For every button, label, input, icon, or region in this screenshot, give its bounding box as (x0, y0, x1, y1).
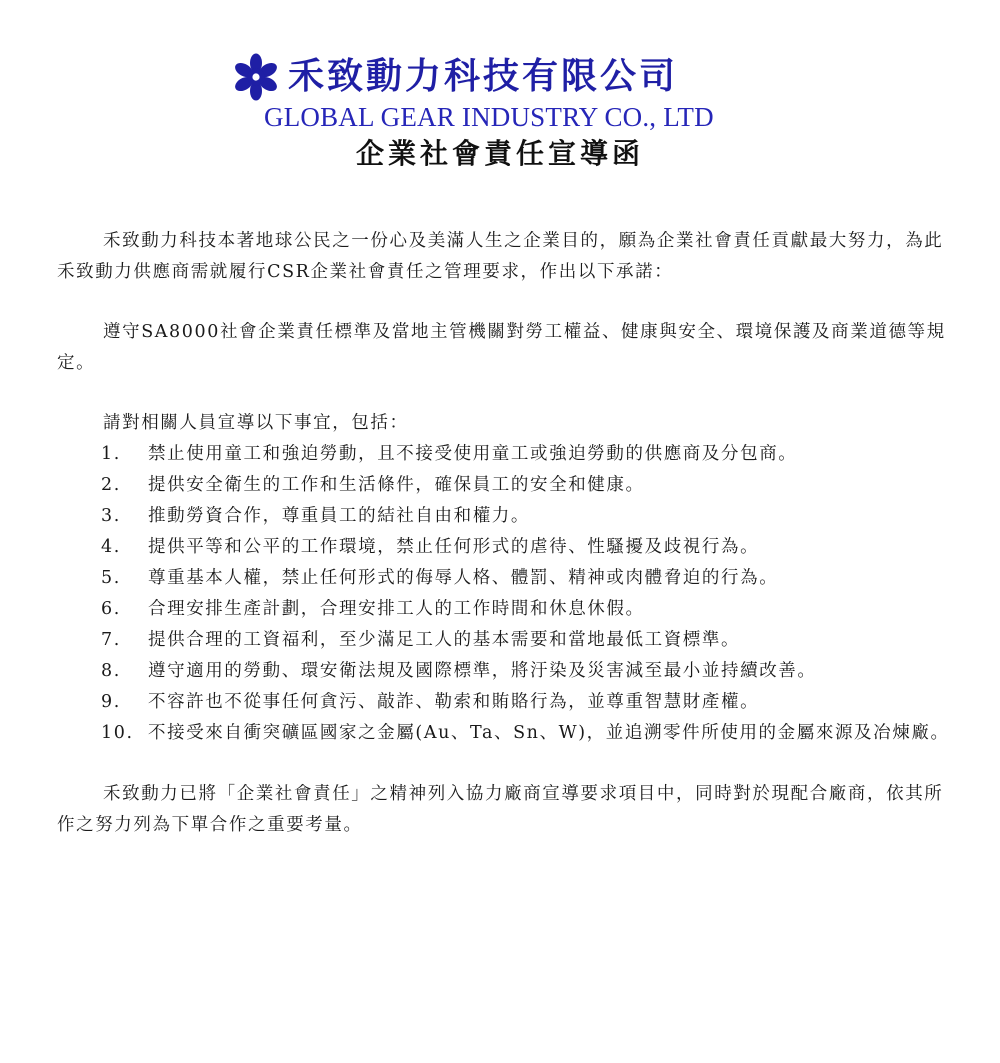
logo-row (232, 52, 678, 102)
item-text: 提供合理的工資福利，至少滿足工人的基本需要和當地最低工資標準。 (148, 630, 741, 650)
item-text: 提供平等和公平的工作環境，禁止任何形式的虐待、性騷擾及歧視行為。 (148, 537, 760, 557)
letter-body (57, 226, 957, 841)
list-item (57, 470, 957, 501)
company-name-en: GLOBAL GEAR INDUSTRY CO., LTD (264, 102, 714, 132)
gear-flower-icon (232, 53, 280, 101)
item-number: 8. (101, 661, 121, 681)
item-text: 合理安排生產計劃，合理安排工人的工作時間和休息休假。 (148, 599, 645, 619)
compliance-paragraph: 遵守SA8000社會企業責任標準及當地主管機關對勞工權益、健康與安全、環境保護及商業道德等規定。 (57, 322, 946, 373)
item-text: 尊重基本人權，禁止任何形式的侮辱人格、體罰、精神或肉體脅迫的行為。 (148, 568, 779, 588)
item-text: 禁止使用童工和強迫勞動，且不接受使用童工或強迫勞動的供應商及分包商。 (148, 444, 798, 464)
closing-paragraph: 禾致動力已將「企業社會責任」之精神列入協力廠商宣導要求項目中，同時對於現配合廠商，依其所作之努力列為下單合作之重要考量。 (57, 784, 944, 835)
document-title: 企業社會責任宣導函 (355, 137, 644, 170)
list-item (57, 718, 957, 749)
intro-paragraph: 禾致動力科技本著地球公民之一份心及美滿人生之企業目的，願為企業社會責任貢獻最大努力，為此禾致動力供應商需就履行CSR企業社會責任之管理要求，作出以下承諾： (57, 231, 944, 282)
item-number: 3. (101, 506, 121, 526)
item-number: 6. (101, 599, 121, 619)
letterhead (0, 40, 1000, 180)
company-name-zh: 禾致動力科技有限公司 (288, 56, 679, 97)
item-number: 2. (101, 475, 121, 495)
item-text: 遵守適用的勞動、環安衛法規及國際標準，將汙染及災害減至最小並持續改善。 (148, 661, 817, 681)
item-number: 7. (101, 630, 121, 650)
list-item (57, 563, 957, 594)
list-item (57, 656, 957, 687)
item-number: 1. (101, 444, 121, 464)
list-item (57, 687, 957, 718)
item-text: 推動勞資合作，尊重員工的結社自由和權力。 (148, 506, 530, 526)
item-text: 不容許也不從事任何貪污、敲詐、勒索和賄賂行為，並尊重智慧財產權。 (148, 692, 760, 712)
item-text: 不接受來自衝突礦區國家之金屬(Au、Ta、Sn、W)，並追溯零件所使用的金屬來源及冶煉廠。 (148, 723, 950, 743)
list-item (57, 625, 957, 656)
item-number: 10. (101, 723, 134, 743)
commitment-list (57, 439, 957, 749)
item-number: 5. (101, 568, 121, 588)
list-item (57, 439, 957, 470)
item-number: 9. (101, 692, 121, 712)
item-text: 提供安全衛生的工作和生活條件，確保員工的安全和健康。 (148, 475, 645, 495)
list-intro: 請對相關人員宣導以下事宜，包括： (103, 413, 409, 433)
item-number: 4. (101, 537, 121, 557)
list-item (57, 501, 957, 532)
list-item (57, 594, 957, 625)
list-item (57, 532, 957, 563)
